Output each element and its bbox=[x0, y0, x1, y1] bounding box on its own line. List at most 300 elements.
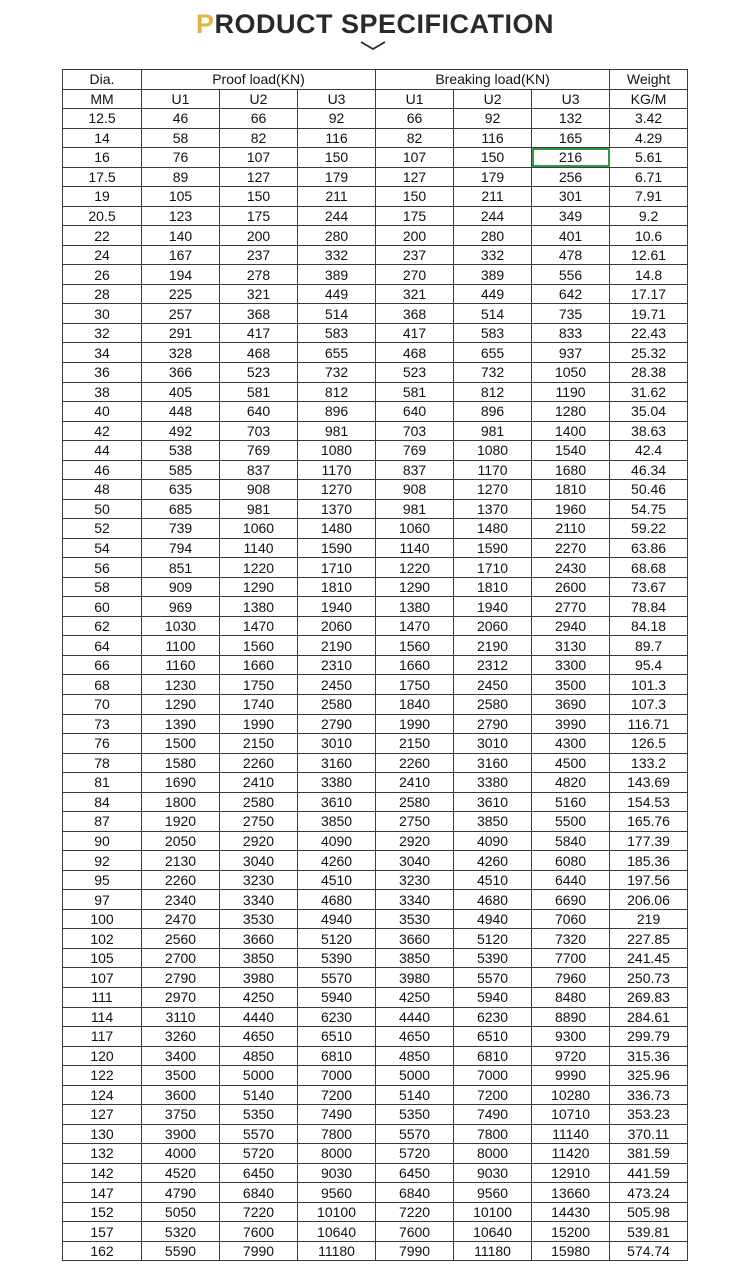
cell-breaking-u1[interactable]: 703 bbox=[376, 421, 454, 441]
cell-proof-u2[interactable]: 5350 bbox=[220, 1105, 298, 1125]
cell-breaking-u3[interactable]: 937 bbox=[532, 343, 610, 363]
cell-proof-u3[interactable]: 9560 bbox=[298, 1183, 376, 1203]
cell-proof-u1[interactable]: 4000 bbox=[142, 1144, 220, 1164]
cell-proof-u2[interactable]: 2750 bbox=[220, 812, 298, 832]
cell-proof-u1[interactable]: 2470 bbox=[142, 909, 220, 929]
cell-breaking-u2[interactable]: 1480 bbox=[454, 519, 532, 539]
cell-weight[interactable]: 59.22 bbox=[610, 519, 688, 539]
cell-breaking-u2[interactable]: 655 bbox=[454, 343, 532, 363]
cell-proof-u3[interactable]: 4090 bbox=[298, 831, 376, 851]
cell-weight[interactable]: 22.43 bbox=[610, 323, 688, 343]
cell-weight[interactable]: 381.59 bbox=[610, 1144, 688, 1164]
cell-breaking-u1[interactable]: 837 bbox=[376, 460, 454, 480]
cell-proof-u1[interactable]: 3110 bbox=[142, 1007, 220, 1027]
cell-proof-u1[interactable]: 225 bbox=[142, 284, 220, 304]
cell-breaking-u1[interactable]: 2920 bbox=[376, 831, 454, 851]
cell-proof-u1[interactable]: 46 bbox=[142, 109, 220, 129]
cell-proof-u1[interactable]: 492 bbox=[142, 421, 220, 441]
cell-breaking-u2[interactable]: 732 bbox=[454, 362, 532, 382]
cell-proof-u3[interactable]: 9030 bbox=[298, 1163, 376, 1183]
cell-proof-u1[interactable]: 1230 bbox=[142, 675, 220, 695]
cell-proof-u1[interactable]: 1580 bbox=[142, 753, 220, 773]
cell-proof-u1[interactable]: 4790 bbox=[142, 1183, 220, 1203]
cell-dia[interactable]: 19 bbox=[63, 187, 142, 207]
cell-breaking-u2[interactable]: 5390 bbox=[454, 948, 532, 968]
cell-proof-u1[interactable]: 1920 bbox=[142, 812, 220, 832]
cell-breaking-u2[interactable]: 211 bbox=[454, 187, 532, 207]
cell-breaking-u3[interactable]: 2110 bbox=[532, 519, 610, 539]
cell-breaking-u2[interactable]: 2450 bbox=[454, 675, 532, 695]
cell-proof-u2[interactable]: 150 bbox=[220, 187, 298, 207]
cell-dia[interactable]: 70 bbox=[63, 695, 142, 715]
cell-proof-u1[interactable]: 851 bbox=[142, 558, 220, 578]
cell-proof-u3[interactable]: 583 bbox=[298, 323, 376, 343]
cell-proof-u2[interactable]: 66 bbox=[220, 109, 298, 129]
cell-breaking-u3[interactable]: 5500 bbox=[532, 812, 610, 832]
cell-proof-u3[interactable]: 3610 bbox=[298, 792, 376, 812]
cell-breaking-u1[interactable]: 200 bbox=[376, 226, 454, 246]
cell-breaking-u3[interactable]: 2270 bbox=[532, 538, 610, 558]
cell-dia[interactable]: 157 bbox=[63, 1222, 142, 1242]
cell-breaking-u3[interactable]: 12910 bbox=[532, 1163, 610, 1183]
cell-breaking-u2[interactable]: 7000 bbox=[454, 1066, 532, 1086]
cell-weight[interactable]: 107.3 bbox=[610, 695, 688, 715]
cell-breaking-u1[interactable]: 2750 bbox=[376, 812, 454, 832]
cell-breaking-u3[interactable]: 8890 bbox=[532, 1007, 610, 1027]
cell-weight[interactable]: 46.34 bbox=[610, 460, 688, 480]
cell-breaking-u2[interactable]: 332 bbox=[454, 245, 532, 265]
cell-weight[interactable]: 19.71 bbox=[610, 304, 688, 324]
cell-breaking-u3[interactable]: 556 bbox=[532, 265, 610, 285]
cell-proof-u2[interactable]: 1660 bbox=[220, 655, 298, 675]
cell-dia[interactable]: 95 bbox=[63, 870, 142, 890]
cell-breaking-u2[interactable]: 449 bbox=[454, 284, 532, 304]
cell-breaking-u2[interactable]: 9560 bbox=[454, 1183, 532, 1203]
cell-proof-u3[interactable]: 4510 bbox=[298, 870, 376, 890]
cell-weight[interactable]: 101.3 bbox=[610, 675, 688, 695]
cell-proof-u3[interactable]: 1270 bbox=[298, 480, 376, 500]
cell-proof-u2[interactable]: 5720 bbox=[220, 1144, 298, 1164]
cell-dia[interactable]: 22 bbox=[63, 226, 142, 246]
cell-breaking-u3[interactable]: 5160 bbox=[532, 792, 610, 812]
cell-breaking-u2[interactable]: 981 bbox=[454, 421, 532, 441]
cell-proof-u2[interactable]: 2580 bbox=[220, 792, 298, 812]
cell-proof-u3[interactable]: 5390 bbox=[298, 948, 376, 968]
cell-weight[interactable]: 325.96 bbox=[610, 1066, 688, 1086]
cell-weight[interactable]: 284.61 bbox=[610, 1007, 688, 1027]
cell-dia[interactable]: 46 bbox=[63, 460, 142, 480]
cell-proof-u3[interactable]: 1940 bbox=[298, 597, 376, 617]
cell-breaking-u3[interactable]: 8480 bbox=[532, 987, 610, 1007]
cell-breaking-u1[interactable]: 368 bbox=[376, 304, 454, 324]
cell-weight[interactable]: 95.4 bbox=[610, 655, 688, 675]
cell-dia[interactable]: 142 bbox=[63, 1163, 142, 1183]
cell-breaking-u2[interactable]: 6810 bbox=[454, 1046, 532, 1066]
cell-breaking-u1[interactable]: 1380 bbox=[376, 597, 454, 617]
cell-proof-u3[interactable]: 1810 bbox=[298, 577, 376, 597]
cell-proof-u2[interactable]: 1990 bbox=[220, 714, 298, 734]
cell-proof-u1[interactable]: 3600 bbox=[142, 1085, 220, 1105]
cell-breaking-u1[interactable]: 66 bbox=[376, 109, 454, 129]
cell-breaking-u1[interactable]: 1840 bbox=[376, 695, 454, 715]
cell-dia[interactable]: 76 bbox=[63, 734, 142, 754]
cell-breaking-u3[interactable]: 10710 bbox=[532, 1105, 610, 1125]
cell-dia[interactable]: 73 bbox=[63, 714, 142, 734]
cell-proof-u3[interactable]: 3380 bbox=[298, 773, 376, 793]
cell-dia[interactable]: 78 bbox=[63, 753, 142, 773]
cell-dia[interactable]: 48 bbox=[63, 480, 142, 500]
cell-dia[interactable]: 130 bbox=[63, 1124, 142, 1144]
cell-proof-u3[interactable]: 732 bbox=[298, 362, 376, 382]
cell-proof-u2[interactable]: 3980 bbox=[220, 968, 298, 988]
cell-proof-u3[interactable]: 1080 bbox=[298, 441, 376, 461]
cell-breaking-u1[interactable]: 237 bbox=[376, 245, 454, 265]
cell-proof-u2[interactable]: 4250 bbox=[220, 987, 298, 1007]
cell-breaking-u1[interactable]: 270 bbox=[376, 265, 454, 285]
cell-proof-u2[interactable]: 200 bbox=[220, 226, 298, 246]
cell-proof-u3[interactable]: 1370 bbox=[298, 499, 376, 519]
cell-breaking-u1[interactable]: 3660 bbox=[376, 929, 454, 949]
cell-breaking-u1[interactable]: 175 bbox=[376, 206, 454, 226]
cell-breaking-u3[interactable]: 1190 bbox=[532, 382, 610, 402]
cell-breaking-u2[interactable]: 6510 bbox=[454, 1027, 532, 1047]
cell-breaking-u2[interactable]: 812 bbox=[454, 382, 532, 402]
cell-breaking-u1[interactable]: 2260 bbox=[376, 753, 454, 773]
cell-breaking-u2[interactable]: 896 bbox=[454, 402, 532, 422]
cell-proof-u2[interactable]: 1140 bbox=[220, 538, 298, 558]
cell-proof-u2[interactable]: 1060 bbox=[220, 519, 298, 539]
cell-breaking-u1[interactable]: 1660 bbox=[376, 655, 454, 675]
cell-breaking-u3[interactable]: 1540 bbox=[532, 441, 610, 461]
cell-dia[interactable]: 30 bbox=[63, 304, 142, 324]
cell-breaking-u2[interactable]: 9030 bbox=[454, 1163, 532, 1183]
cell-proof-u2[interactable]: 837 bbox=[220, 460, 298, 480]
cell-proof-u3[interactable]: 1170 bbox=[298, 460, 376, 480]
cell-weight[interactable]: 116.71 bbox=[610, 714, 688, 734]
cell-proof-u2[interactable]: 2920 bbox=[220, 831, 298, 851]
cell-proof-u1[interactable]: 2970 bbox=[142, 987, 220, 1007]
cell-proof-u3[interactable]: 6510 bbox=[298, 1027, 376, 1047]
cell-proof-u2[interactable]: 1750 bbox=[220, 675, 298, 695]
cell-breaking-u1[interactable]: 2410 bbox=[376, 773, 454, 793]
cell-weight[interactable]: 6.71 bbox=[610, 167, 688, 187]
cell-proof-u3[interactable]: 1590 bbox=[298, 538, 376, 558]
cell-weight[interactable]: 299.79 bbox=[610, 1027, 688, 1047]
cell-breaking-u3[interactable]: 1960 bbox=[532, 499, 610, 519]
cell-weight[interactable]: 28.38 bbox=[610, 362, 688, 382]
cell-breaking-u2[interactable]: 1590 bbox=[454, 538, 532, 558]
cell-dia[interactable]: 90 bbox=[63, 831, 142, 851]
cell-breaking-u3[interactable]: 15980 bbox=[532, 1241, 610, 1261]
cell-dia[interactable]: 12.5 bbox=[63, 109, 142, 129]
cell-proof-u1[interactable]: 794 bbox=[142, 538, 220, 558]
cell-proof-u2[interactable]: 127 bbox=[220, 167, 298, 187]
cell-weight[interactable]: 441.59 bbox=[610, 1163, 688, 1183]
cell-dia[interactable]: 122 bbox=[63, 1066, 142, 1086]
cell-breaking-u3[interactable]: 4820 bbox=[532, 773, 610, 793]
cell-breaking-u1[interactable]: 1060 bbox=[376, 519, 454, 539]
cell-breaking-u1[interactable]: 1560 bbox=[376, 636, 454, 656]
cell-breaking-u1[interactable]: 1290 bbox=[376, 577, 454, 597]
cell-breaking-u3[interactable]: 3690 bbox=[532, 695, 610, 715]
cell-proof-u1[interactable]: 2790 bbox=[142, 968, 220, 988]
cell-breaking-u3[interactable]: 478 bbox=[532, 245, 610, 265]
cell-proof-u2[interactable]: 468 bbox=[220, 343, 298, 363]
cell-breaking-u3[interactable]: 14430 bbox=[532, 1202, 610, 1222]
cell-breaking-u3[interactable]: 735 bbox=[532, 304, 610, 324]
cell-proof-u3[interactable]: 4260 bbox=[298, 851, 376, 871]
cell-breaking-u1[interactable]: 581 bbox=[376, 382, 454, 402]
cell-breaking-u3[interactable]: 6440 bbox=[532, 870, 610, 890]
cell-dia[interactable]: 42 bbox=[63, 421, 142, 441]
cell-proof-u1[interactable]: 366 bbox=[142, 362, 220, 382]
cell-proof-u1[interactable]: 405 bbox=[142, 382, 220, 402]
cell-proof-u3[interactable]: 981 bbox=[298, 421, 376, 441]
cell-proof-u3[interactable]: 7200 bbox=[298, 1085, 376, 1105]
cell-breaking-u1[interactable]: 468 bbox=[376, 343, 454, 363]
cell-breaking-u3[interactable]: 6080 bbox=[532, 851, 610, 871]
cell-breaking-u2[interactable]: 1370 bbox=[454, 499, 532, 519]
cell-breaking-u1[interactable]: 5140 bbox=[376, 1085, 454, 1105]
cell-weight[interactable]: 241.45 bbox=[610, 948, 688, 968]
cell-proof-u1[interactable]: 328 bbox=[142, 343, 220, 363]
cell-proof-u2[interactable]: 3340 bbox=[220, 890, 298, 910]
cell-breaking-u2[interactable]: 92 bbox=[454, 109, 532, 129]
cell-proof-u1[interactable]: 3750 bbox=[142, 1105, 220, 1125]
cell-proof-u1[interactable]: 538 bbox=[142, 441, 220, 461]
cell-proof-u2[interactable]: 5140 bbox=[220, 1085, 298, 1105]
cell-breaking-u1[interactable]: 127 bbox=[376, 167, 454, 187]
cell-breaking-u1[interactable]: 7220 bbox=[376, 1202, 454, 1222]
cell-breaking-u3[interactable]: 3500 bbox=[532, 675, 610, 695]
cell-weight[interactable]: 35.04 bbox=[610, 402, 688, 422]
cell-proof-u2[interactable]: 2410 bbox=[220, 773, 298, 793]
cell-proof-u2[interactable]: 3040 bbox=[220, 851, 298, 871]
cell-breaking-u2[interactable]: 3380 bbox=[454, 773, 532, 793]
cell-dia[interactable]: 20.5 bbox=[63, 206, 142, 226]
cell-weight[interactable]: 50.46 bbox=[610, 480, 688, 500]
cell-proof-u1[interactable]: 2130 bbox=[142, 851, 220, 871]
cell-proof-u1[interactable]: 2340 bbox=[142, 890, 220, 910]
cell-proof-u2[interactable]: 1470 bbox=[220, 616, 298, 636]
cell-proof-u2[interactable]: 5000 bbox=[220, 1066, 298, 1086]
cell-proof-u1[interactable]: 685 bbox=[142, 499, 220, 519]
cell-dia[interactable]: 26 bbox=[63, 265, 142, 285]
cell-breaking-u3[interactable]: 1400 bbox=[532, 421, 610, 441]
cell-breaking-u1[interactable]: 107 bbox=[376, 148, 454, 168]
cell-proof-u1[interactable]: 1690 bbox=[142, 773, 220, 793]
cell-weight[interactable]: 143.69 bbox=[610, 773, 688, 793]
cell-proof-u2[interactable]: 2150 bbox=[220, 734, 298, 754]
cell-breaking-u3[interactable]: 11420 bbox=[532, 1144, 610, 1164]
cell-breaking-u1[interactable]: 3530 bbox=[376, 909, 454, 929]
cell-weight[interactable]: 336.73 bbox=[610, 1085, 688, 1105]
cell-proof-u2[interactable]: 981 bbox=[220, 499, 298, 519]
cell-breaking-u2[interactable]: 8000 bbox=[454, 1144, 532, 1164]
cell-proof-u3[interactable]: 150 bbox=[298, 148, 376, 168]
cell-weight[interactable]: 25.32 bbox=[610, 343, 688, 363]
cell-breaking-u1[interactable]: 2150 bbox=[376, 734, 454, 754]
cell-dia[interactable]: 120 bbox=[63, 1046, 142, 1066]
cell-breaking-u2[interactable]: 2190 bbox=[454, 636, 532, 656]
cell-proof-u3[interactable]: 4940 bbox=[298, 909, 376, 929]
cell-breaking-u1[interactable]: 4650 bbox=[376, 1027, 454, 1047]
cell-breaking-u1[interactable]: 6840 bbox=[376, 1183, 454, 1203]
cell-dia[interactable]: 32 bbox=[63, 323, 142, 343]
cell-breaking-u1[interactable]: 981 bbox=[376, 499, 454, 519]
cell-proof-u2[interactable]: 1290 bbox=[220, 577, 298, 597]
cell-breaking-u3[interactable]: 301 bbox=[532, 187, 610, 207]
cell-proof-u1[interactable]: 1800 bbox=[142, 792, 220, 812]
cell-breaking-u1[interactable]: 3850 bbox=[376, 948, 454, 968]
cell-proof-u3[interactable]: 4680 bbox=[298, 890, 376, 910]
cell-breaking-u3[interactable]: 2770 bbox=[532, 597, 610, 617]
cell-proof-u1[interactable]: 1160 bbox=[142, 655, 220, 675]
cell-proof-u2[interactable]: 368 bbox=[220, 304, 298, 324]
cell-breaking-u3[interactable]: 9720 bbox=[532, 1046, 610, 1066]
cell-breaking-u1[interactable]: 1990 bbox=[376, 714, 454, 734]
cell-weight[interactable]: 206.06 bbox=[610, 890, 688, 910]
cell-proof-u3[interactable]: 655 bbox=[298, 343, 376, 363]
cell-proof-u2[interactable]: 2260 bbox=[220, 753, 298, 773]
cell-proof-u2[interactable]: 7990 bbox=[220, 1241, 298, 1261]
cell-proof-u1[interactable]: 448 bbox=[142, 402, 220, 422]
cell-proof-u2[interactable]: 769 bbox=[220, 441, 298, 461]
cell-proof-u2[interactable]: 1740 bbox=[220, 695, 298, 715]
cell-weight[interactable]: 84.18 bbox=[610, 616, 688, 636]
cell-breaking-u2[interactable]: 1710 bbox=[454, 558, 532, 578]
cell-proof-u1[interactable]: 2260 bbox=[142, 870, 220, 890]
cell-weight[interactable]: 269.83 bbox=[610, 987, 688, 1007]
cell-weight[interactable]: 505.98 bbox=[610, 1202, 688, 1222]
cell-breaking-u2[interactable]: 116 bbox=[454, 128, 532, 148]
cell-breaking-u1[interactable]: 2580 bbox=[376, 792, 454, 812]
cell-proof-u2[interactable]: 4650 bbox=[220, 1027, 298, 1047]
cell-proof-u2[interactable]: 703 bbox=[220, 421, 298, 441]
cell-proof-u2[interactable]: 4850 bbox=[220, 1046, 298, 1066]
cell-proof-u3[interactable]: 5120 bbox=[298, 929, 376, 949]
cell-proof-u3[interactable]: 514 bbox=[298, 304, 376, 324]
cell-proof-u3[interactable]: 332 bbox=[298, 245, 376, 265]
cell-breaking-u1[interactable]: 1750 bbox=[376, 675, 454, 695]
cell-breaking-u3[interactable]: 3130 bbox=[532, 636, 610, 656]
cell-dia[interactable]: 17.5 bbox=[63, 167, 142, 187]
cell-dia[interactable]: 44 bbox=[63, 441, 142, 461]
cell-weight[interactable]: 473.24 bbox=[610, 1183, 688, 1203]
cell-weight[interactable]: 4.29 bbox=[610, 128, 688, 148]
cell-proof-u2[interactable]: 581 bbox=[220, 382, 298, 402]
cell-breaking-u2[interactable]: 514 bbox=[454, 304, 532, 324]
cell-proof-u3[interactable]: 449 bbox=[298, 284, 376, 304]
cell-proof-u1[interactable]: 1390 bbox=[142, 714, 220, 734]
cell-breaking-u2[interactable]: 280 bbox=[454, 226, 532, 246]
cell-proof-u1[interactable]: 3500 bbox=[142, 1066, 220, 1086]
cell-breaking-u2[interactable]: 3010 bbox=[454, 734, 532, 754]
cell-breaking-u3[interactable]: 7060 bbox=[532, 909, 610, 929]
cell-breaking-u3[interactable]: 1810 bbox=[532, 480, 610, 500]
cell-proof-u2[interactable]: 1380 bbox=[220, 597, 298, 617]
cell-proof-u1[interactable]: 76 bbox=[142, 148, 220, 168]
cell-breaking-u1[interactable]: 1220 bbox=[376, 558, 454, 578]
cell-proof-u2[interactable]: 278 bbox=[220, 265, 298, 285]
cell-breaking-u3[interactable]: 833 bbox=[532, 323, 610, 343]
cell-proof-u3[interactable]: 6230 bbox=[298, 1007, 376, 1027]
cell-proof-u3[interactable]: 6810 bbox=[298, 1046, 376, 1066]
cell-dia[interactable]: 16 bbox=[63, 148, 142, 168]
cell-proof-u2[interactable]: 175 bbox=[220, 206, 298, 226]
cell-proof-u2[interactable]: 321 bbox=[220, 284, 298, 304]
cell-proof-u2[interactable]: 523 bbox=[220, 362, 298, 382]
cell-proof-u2[interactable]: 640 bbox=[220, 402, 298, 422]
cell-dia[interactable]: 34 bbox=[63, 343, 142, 363]
cell-weight[interactable]: 31.62 bbox=[610, 382, 688, 402]
cell-breaking-u2[interactable]: 2312 bbox=[454, 655, 532, 675]
cell-proof-u1[interactable]: 635 bbox=[142, 480, 220, 500]
cell-breaking-u1[interactable]: 4250 bbox=[376, 987, 454, 1007]
cell-proof-u3[interactable]: 3850 bbox=[298, 812, 376, 832]
cell-dia[interactable]: 58 bbox=[63, 577, 142, 597]
cell-breaking-u2[interactable]: 2580 bbox=[454, 695, 532, 715]
cell-dia[interactable]: 24 bbox=[63, 245, 142, 265]
cell-dia[interactable]: 124 bbox=[63, 1085, 142, 1105]
cell-proof-u2[interactable]: 3530 bbox=[220, 909, 298, 929]
cell-breaking-u3[interactable]: 1280 bbox=[532, 402, 610, 422]
cell-breaking-u3[interactable]: 5840 bbox=[532, 831, 610, 851]
cell-dia[interactable]: 132 bbox=[63, 1144, 142, 1164]
cell-proof-u3[interactable]: 280 bbox=[298, 226, 376, 246]
cell-dia[interactable]: 64 bbox=[63, 636, 142, 656]
cell-proof-u3[interactable]: 812 bbox=[298, 382, 376, 402]
cell-proof-u3[interactable]: 10100 bbox=[298, 1202, 376, 1222]
cell-weight[interactable]: 126.5 bbox=[610, 734, 688, 754]
cell-breaking-u1[interactable]: 5350 bbox=[376, 1105, 454, 1125]
cell-dia[interactable]: 105 bbox=[63, 948, 142, 968]
cell-proof-u1[interactable]: 58 bbox=[142, 128, 220, 148]
cell-dia[interactable]: 62 bbox=[63, 616, 142, 636]
cell-breaking-u1[interactable]: 1470 bbox=[376, 616, 454, 636]
cell-breaking-u3[interactable]: 3300 bbox=[532, 655, 610, 675]
cell-proof-u3[interactable]: 7000 bbox=[298, 1066, 376, 1086]
cell-breaking-u2[interactable]: 1940 bbox=[454, 597, 532, 617]
cell-weight[interactable]: 370.11 bbox=[610, 1124, 688, 1144]
cell-proof-u3[interactable]: 244 bbox=[298, 206, 376, 226]
cell-breaking-u2[interactable]: 10100 bbox=[454, 1202, 532, 1222]
cell-dia[interactable]: 107 bbox=[63, 968, 142, 988]
cell-dia[interactable]: 97 bbox=[63, 890, 142, 910]
cell-breaking-u3[interactable]: 7960 bbox=[532, 968, 610, 988]
cell-proof-u2[interactable]: 908 bbox=[220, 480, 298, 500]
cell-proof-u2[interactable]: 237 bbox=[220, 245, 298, 265]
cell-weight[interactable]: 165.76 bbox=[610, 812, 688, 832]
cell-proof-u1[interactable]: 5320 bbox=[142, 1222, 220, 1242]
cell-breaking-u2[interactable]: 4510 bbox=[454, 870, 532, 890]
cell-weight[interactable]: 17.17 bbox=[610, 284, 688, 304]
cell-proof-u1[interactable]: 3400 bbox=[142, 1046, 220, 1066]
cell-weight[interactable]: 250.73 bbox=[610, 968, 688, 988]
cell-breaking-u3[interactable]: 13660 bbox=[532, 1183, 610, 1203]
cell-proof-u2[interactable]: 417 bbox=[220, 323, 298, 343]
cell-proof-u1[interactable]: 89 bbox=[142, 167, 220, 187]
cell-breaking-u2[interactable]: 583 bbox=[454, 323, 532, 343]
cell-proof-u1[interactable]: 1100 bbox=[142, 636, 220, 656]
cell-proof-u1[interactable]: 140 bbox=[142, 226, 220, 246]
cell-proof-u2[interactable]: 1560 bbox=[220, 636, 298, 656]
cell-weight[interactable]: 315.36 bbox=[610, 1046, 688, 1066]
cell-proof-u1[interactable]: 909 bbox=[142, 577, 220, 597]
cell-weight[interactable]: 14.8 bbox=[610, 265, 688, 285]
cell-dia[interactable]: 38 bbox=[63, 382, 142, 402]
cell-weight[interactable]: 133.2 bbox=[610, 753, 688, 773]
